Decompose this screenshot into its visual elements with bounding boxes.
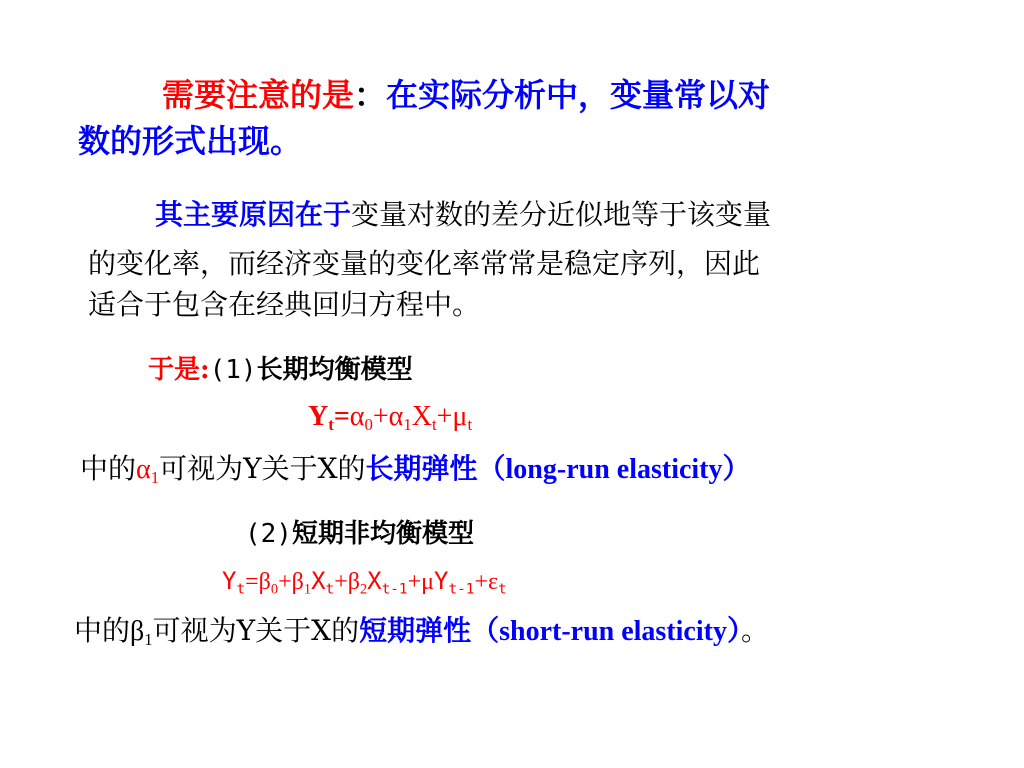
eq2-y2-sub: t-1 [448,581,475,598]
eq1-alpha1: α [388,401,404,432]
eq1-alpha1-sub: 1 [403,415,412,435]
eq2-x2-sub: t-1 [381,581,408,598]
desc2-eng: short-run elasticity [499,616,727,647]
eq2-plus1: + [278,569,292,595]
desc1-alpha-sub: 1 [150,468,160,488]
desc2-close: ） [726,614,741,647]
desc2-beta-sub: 1 [144,630,153,650]
eq2-plus3: + [407,569,422,595]
eq1-eq: = [333,401,350,432]
desc1-close: ） [722,452,751,485]
desc2-mid: 可视为Y关于X的 [152,614,360,647]
equation-long-run [308,398,472,436]
desc1-eng: long-run elasticity [505,454,723,485]
eq2-plus2: + [334,569,348,595]
eq2-y-sub: t [236,581,246,598]
para1-line1 [162,72,770,118]
eq2-mu: μ [421,569,435,595]
para2-text-line1: 变量对数的差分近似地等于该变量 [351,198,772,231]
eq2-x1-sub: t [325,581,335,598]
eq1-x: X [411,401,432,432]
section2-heading [245,516,474,552]
eq1-y: Y [308,401,329,432]
eq1-plus2: + [436,401,453,432]
desc1-mid: 可视为Y关于X的 [159,452,366,485]
eq2-y: Y [222,567,237,595]
desc-short-run [74,612,769,651]
para1-colon: ： [354,76,387,114]
para2-line3: 适合于包含在经典回归方程中。 [88,288,481,321]
eq2-beta2: β [347,569,360,595]
desc1-alpha: α [136,454,151,485]
para1-line2: 数的形式出现。 [78,122,303,160]
para1-lead: 需要注意的是 [162,76,355,114]
desc1-term: 长期弹性（ [365,452,506,485]
para2-line2: 的变化率，而经济变量的变化率常常是稳定序列，因此 [88,247,761,280]
para2-lead: 其主要原因在于 [155,198,352,231]
desc2-term: 短期弹性（ [359,614,500,647]
desc1-pre: 中的 [80,452,137,485]
eq2-y2: Y [434,567,449,595]
eq1-alpha0: α [349,401,365,432]
eq2-beta1-sub: 1 [303,581,312,598]
eq2-beta2-sub: 2 [359,581,368,598]
eq1-y-sub: t [328,415,334,435]
eq2-beta0: β [258,569,271,595]
section2-number: (2) [245,519,292,549]
desc2-beta: β [130,616,145,647]
eq1-alpha0-sub: 0 [364,415,373,435]
desc-long-run [80,450,751,489]
eq2-eq: = [245,569,259,595]
eq2-beta1: β [291,569,304,595]
section2-title: 短期非均衡模型 [291,519,474,549]
para2-line1 [155,196,771,234]
eq2-plus4: + [474,569,489,595]
equation-short-run [222,564,507,599]
section1-number: (1) [209,355,257,385]
desc2-pre: 中的 [74,614,131,647]
eq1-x-sub: t [431,415,437,435]
eq2-epsilon-sub: t [498,581,507,598]
section1-heading [148,352,413,388]
eq1-mu-sub: t [467,415,473,435]
eq2-epsilon: ε [488,569,499,595]
para1-text-line1: 在实际分析中，变量常以对 [386,76,771,114]
desc2-end: 。 [740,614,769,647]
eq2-x2: X [367,567,382,595]
eq2-x1: X [311,567,326,595]
eq2-beta0-sub: 0 [270,581,279,598]
eq1-mu: μ [452,401,468,432]
section1-title: 长期均衡模型 [256,355,413,385]
eq1-plus1: + [372,401,389,432]
section1-lead: 于是: [148,355,210,385]
